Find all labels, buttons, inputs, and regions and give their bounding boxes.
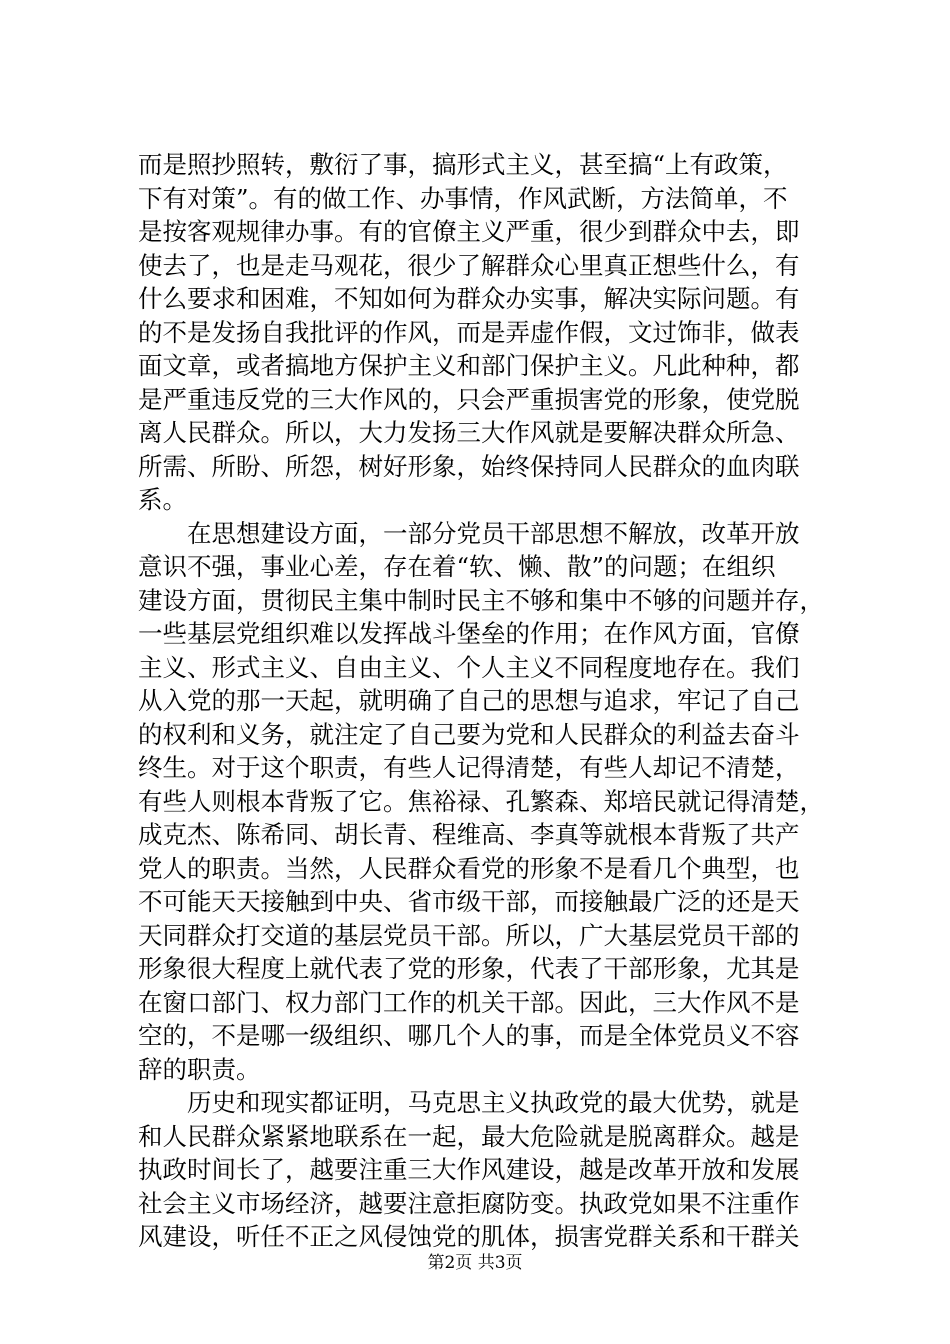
- text-line: 在思想建设方面，一部分党员干部思想不解放，改革开放: [187, 518, 800, 548]
- text-line: 而是照抄照转，敷衍了事，搞形式主义，甚至搞“上有政策，: [138, 150, 788, 179]
- text-line: 一些基层党组织难以发挥战斗堡垒的作用；在作风方面，官僚: [138, 619, 800, 648]
- text-line: 空的，不是哪一级组织、哪几个人的事，而是全体党员义不容: [138, 1021, 800, 1050]
- text-line: 是严重违反党的三大作风的，只会严重损害党的形象，使党脱: [138, 384, 800, 414]
- text-line: 辞的职责。: [138, 1054, 261, 1084]
- text-line: 有些人则根本背叛了它。焦裕禄、孔繁森、郑培民就记得清楚，: [138, 786, 824, 816]
- text-line: 历史和现实都证明，马克思主义执政党的最大优势，就是: [187, 1088, 800, 1117]
- text-line: 所需、所盼、所怨，树好形象，始终保持同人民群众的血肉联: [138, 451, 800, 481]
- text-line: 从入党的那一天起，就明确了自己的思想与追求，牢记了自己: [138, 686, 800, 715]
- text-line: 成克杰、陈希同、胡长青、程维高、李真等就根本背叛了共产: [138, 820, 800, 849]
- text-line: 不可能天天接触到中央、省市级干部，而接触最广泛的还是天: [138, 887, 800, 916]
- text-line: 社会主义市场经济，越要注意拒腐防变。执政党如果不注重作: [138, 1188, 800, 1218]
- text-line: 系。: [138, 485, 187, 514]
- page-number-footer: 第2页 共3页: [427, 1253, 523, 1273]
- text-line: 执政时间长了，越要注重三大作风建设，越是改革开放和发展: [138, 1155, 800, 1184]
- text-line: 下有对策”。有的做工作、办事情，作风武断，方法简单，不: [138, 183, 788, 213]
- paragraph: [138, 148, 828, 517]
- text-line: 形象很大程度上就代表了党的形象，代表了干部形象，尤其是: [138, 954, 800, 983]
- text-line: 的不是发扬自我批评的作风，而是弄虚作假，文过饰非，做表: [138, 317, 800, 347]
- text-line: 面文章，或者搞地方保护主义和部门保护主义。凡此种种，都: [138, 351, 800, 380]
- text-line: 的权利和义务，就注定了自己要为党和人民群众的利益去奋斗: [138, 719, 800, 749]
- text-line: 离人民群众。所以，大力发扬三大作风就是要解决群众所急、: [138, 418, 800, 447]
- text-line: 意识不强，事业心差，存在着“软、懒、散”的问题；在组织: [138, 552, 776, 581]
- text-line: 是按客观规律办事。有的官僚主义严重，很少到群众中去，即: [138, 217, 800, 246]
- text-line: 党人的职责。当然，人民群众看党的形象不是看几个典型，也: [138, 853, 800, 883]
- document-body: [138, 148, 828, 1254]
- text-line: 建设方面，贯彻民主集中制时民主不够和集中不够的问题并存，: [138, 585, 824, 615]
- paragraph: [138, 517, 828, 1087]
- paragraph: [138, 1086, 828, 1254]
- text-line: 和人民群众紧紧地联系在一起，最大危险就是脱离群众。越是: [138, 1121, 800, 1151]
- text-line: 在窗口部门、权力部门工作的机关干部。因此，三大作风不是: [138, 987, 800, 1017]
- text-line: 终生。对于这个职责，有些人记得清楚，有些人却记不清楚，: [138, 753, 800, 782]
- text-line: 使去了，也是走马观花，很少了解群众心里真正想些什么，有: [138, 250, 800, 280]
- text-line: 天同群众打交道的基层党员干部。所以，广大基层党员干部的: [138, 920, 800, 950]
- text-line: 主义、形式主义、自由主义、个人主义不同程度地存在。我们: [138, 652, 800, 682]
- text-line: 风建设，听任不正之风侵蚀党的肌体，损害党群关系和干群关: [138, 1222, 800, 1251]
- text-line: 什么要求和困难，不知如何为群众办实事，解决实际问题。有: [138, 284, 800, 313]
